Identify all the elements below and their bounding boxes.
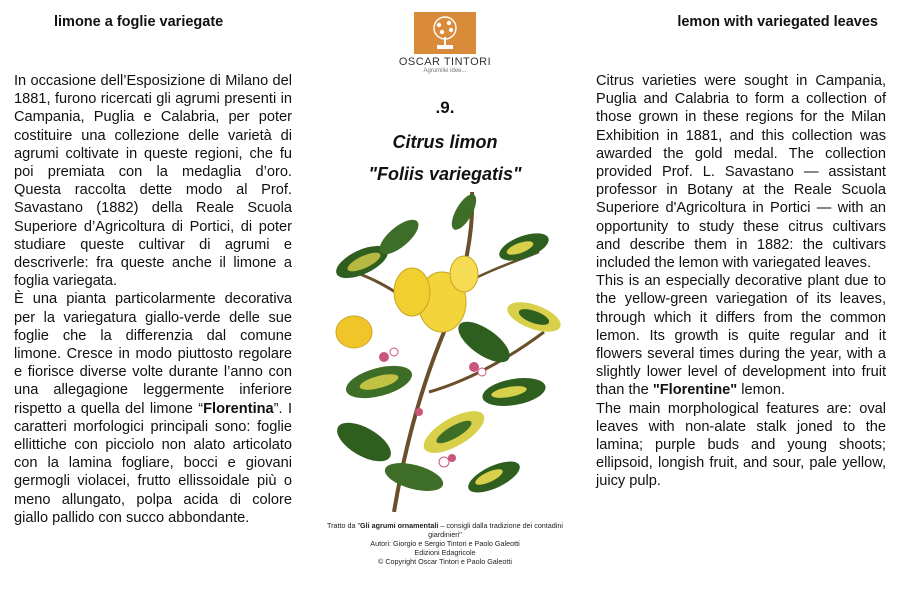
brand-logo [395,12,495,82]
italian-paragraph-1: In occasione dell’Esposizione di Milano del 1881, furono ricercati gli agrumi presenti in Campania, Puglia e Calabria, per poter costituire una collezione delle varietà di agrumi coltivate in queste regioni, che fu poi premiata con la medaglia d’oro. Questa raccolta dette modo al Prof. Savastano (1882) della Reale Scuola Superiore d’Agricoltura di Portici, di poter studiare queste cultivar di agrumi e descriverle: fra queste anche il limone a foglia variegata. [14,73,292,290]
italian-p2-start: È una pianta particolarmente decorativa per la variegatura giallo-verde delle sue foglie che la differenzia dal comune limone. Cresce in modo piuttosto regolare e fiorisce diverse volte durante l’anno con una allegagione leggermente inferiore rispetto a quella del limone “ [14,291,292,417]
credit-prefix: Tratto da " [327,521,361,530]
center-column [322,0,568,599]
english-florentine: "Florentine" [652,382,738,399]
credit-subtitle: – consigli dalla tradizione dei contadini giardinieri" [428,521,563,539]
english-paragraph-2 [596,272,886,399]
english-p2-end: lemon. [737,382,786,399]
english-heading: lemon with variegated leaves [677,14,878,30]
leaf-cluster [331,192,564,499]
credit-publisher: Edizioni Edagricole [414,548,476,557]
italian-column [14,14,292,527]
italian-heading: limone a foglie variegate [54,14,224,30]
italian-paragraph-2 [14,290,292,527]
english-body [596,72,886,491]
english-p2-start: This is an especially decorative plant due to the yellow-green variegation of its leaves, through which it differs from the common lemon. Its growth is quite regular and it flowers several times during the year, with a slightly lower level of development into fruit than the [596,273,886,399]
species-name: Citrus limon [392,132,498,152]
plate-number: .9. [435,98,455,117]
lemon-branch-illustration [324,192,566,512]
citrus-tree-icon [414,12,476,54]
brand-tagline: Agrumilie idee... [423,68,467,74]
italian-p2-end: ”. I caratteri morfologici principali sono: foglie ellittiche con picciolo non alato articolato con la lamina fogliare, bocci e giovani germogli violacei, frutto ellissoidale più o meno allungato, polpa acida di colore giallo pallido con succo abbondante. [14,400,292,526]
credit-authors: Autori: Giorgio e Sergio Tintori e Paolo Galeotti [370,539,520,548]
credit-book-title: Gli agrumi ornamentali [360,521,439,530]
credit-copyright: © Copyright Oscar Tintori e Paolo Galeotti [378,557,512,566]
english-paragraph-3: The main morphological features are: oval leaves with non-alate stalk joned to the lamina; purple buds and young shoots; ellipsoid, longish fruit, and sour, pale yellow, juicy pulp. [596,400,886,490]
english-paragraph-1: Citrus varieties were sought in Campania, Puglia and Calabria to form a collection of those grown in these regions for the Milan Exhibition in 1881, and this collection was awarded the gold medal. The collection provided Prof. L. Savastano — assistant professor in Botany at the Reale Scuola Superiore d'Agricoltura in Portici — with an opportunity to study these citrus cultivars and describe them in 1882: the cultivars included the lemon with variegated leaves. [596,73,886,272]
credit-source [322,521,568,539]
italian-body [14,72,292,527]
image-credits [322,521,568,566]
cultivar-name: "Foliis variegatis" [368,164,522,184]
brand-name: OSCAR TINTORI [398,56,492,68]
english-column [596,14,886,491]
italian-florentina: Florentina [203,400,274,417]
